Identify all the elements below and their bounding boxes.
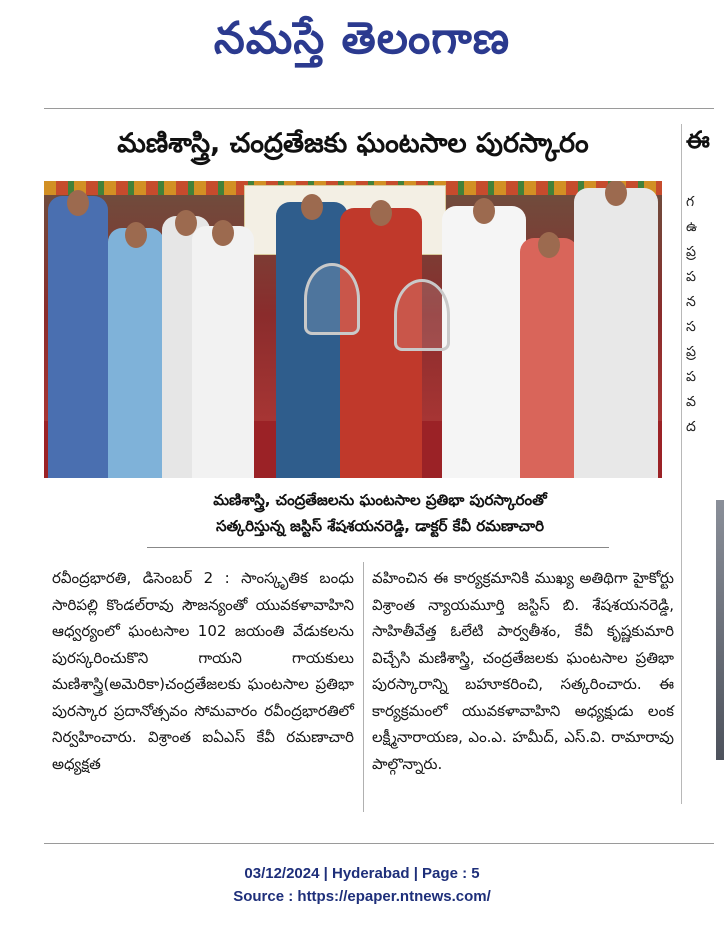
trophy-icon [304,263,360,335]
article-paragraph: రవీంద్రభారతి, డిసెంబర్ 2 : సాంస్కృతిక బంధు సారిపల్లి కొండల్‌రావు సౌజన్యంతో యువకళావాహిని ఆధ్వర్యంలో ఘంటసాల 102 జయంతి వేడుకలను పురస్కరించుకొని గాయని గాయకులు మణిశాస్త్రి(అమెరికా)చంద్రతేజలకు ఘంటసాల ప్రతిభా పురస్కార ప్రదానోత్సవం సోమవారం రవీంద్రభారతిలో నిర్వహించారు. విశ్రాంత ఐఏఎస్ కేవీ రమణాచారి అధ్యక్షత [52,569,354,773]
adjacent-article-text [686,190,724,440]
person-figure [276,202,348,478]
article-body-left-column [52,565,354,777]
caption-line: సత్కరిస్తున్న జస్టిస్ శేషశయనరెడ్డి, డాక్టర్ కేవీ రమణాచారి [216,517,544,535]
edition-info: 03/12/2024 | Hyderabad | Page : 5 [244,865,480,882]
adjacent-text-line: ప [686,269,696,285]
adjacent-text-line: ప [686,369,696,385]
adjacent-text-line: ప్ర [686,344,696,360]
adjacent-article-headline: ఈ [686,126,710,154]
article-headline: మణిశాస్త్రి, చంద్రతేజకు ఘంటసాల పురస్కారం [117,128,589,159]
adjacent-article-column [686,120,724,800]
adjacent-text-line: ఉ [686,219,698,235]
photo-caption [100,487,660,539]
newspaper-masthead: నమస్తే తెలంగాణ [213,13,511,64]
source-link[interactable]: Source : https://epaper.ntnews.com/ [233,888,491,905]
caption-divider [147,547,609,548]
adjacent-text-line: ద [686,419,696,435]
award-ceremony-photo [44,181,662,478]
person-figure [192,226,254,478]
adjacent-text-line: ప్ర [686,244,696,260]
person-figure [442,206,526,478]
bottom-divider [44,843,714,844]
person-figure [48,196,108,478]
top-divider [44,108,714,109]
trophy-icon [394,279,450,351]
column-divider [681,124,682,804]
adjacent-text-line: స [686,319,696,335]
article-paragraph: వహించిన ఈ కార్యక్రమానికి ముఖ్య అతిథిగా హైకోర్టు విశ్రాంత న్యాయమూర్తి జస్టిస్ బి. శేషశయనరెడ్డి, సాహితీవేత్త ఓలేటి పార్వతీశం, కేవీ కృష్ణకుమారి విచ్చేసి మణిశాస్త్రి, చంద్రతేజలకు ఘంటసాల ప్రతిభా పురస్కారాన్ని బహూకరించి, సత్కరించారు. ఈ కార్యక్రమంలో యువకళావాహిని అధ్యక్షుడు లంక లక్ష్మీనారాయణ, ఎం.ఎ. హమీద్, ఎస్.వి. రామారావు పాల్గొన్నారు. [372,569,674,773]
body-column-divider [363,562,364,812]
adjacent-text-line: గ [686,194,695,210]
caption-line: మణిశాస్త్రి, చంద్రతేజలను ఘంటసాల ప్రతిభా పురస్కారంతో [213,491,547,509]
person-figure [108,228,164,478]
person-figure [574,188,658,478]
article-body-right-column [372,565,674,777]
adjacent-text-line: న [686,294,696,310]
adjacent-text-line: వ [686,394,696,410]
person-figure [520,238,578,478]
adjacent-article-photo [716,500,724,760]
